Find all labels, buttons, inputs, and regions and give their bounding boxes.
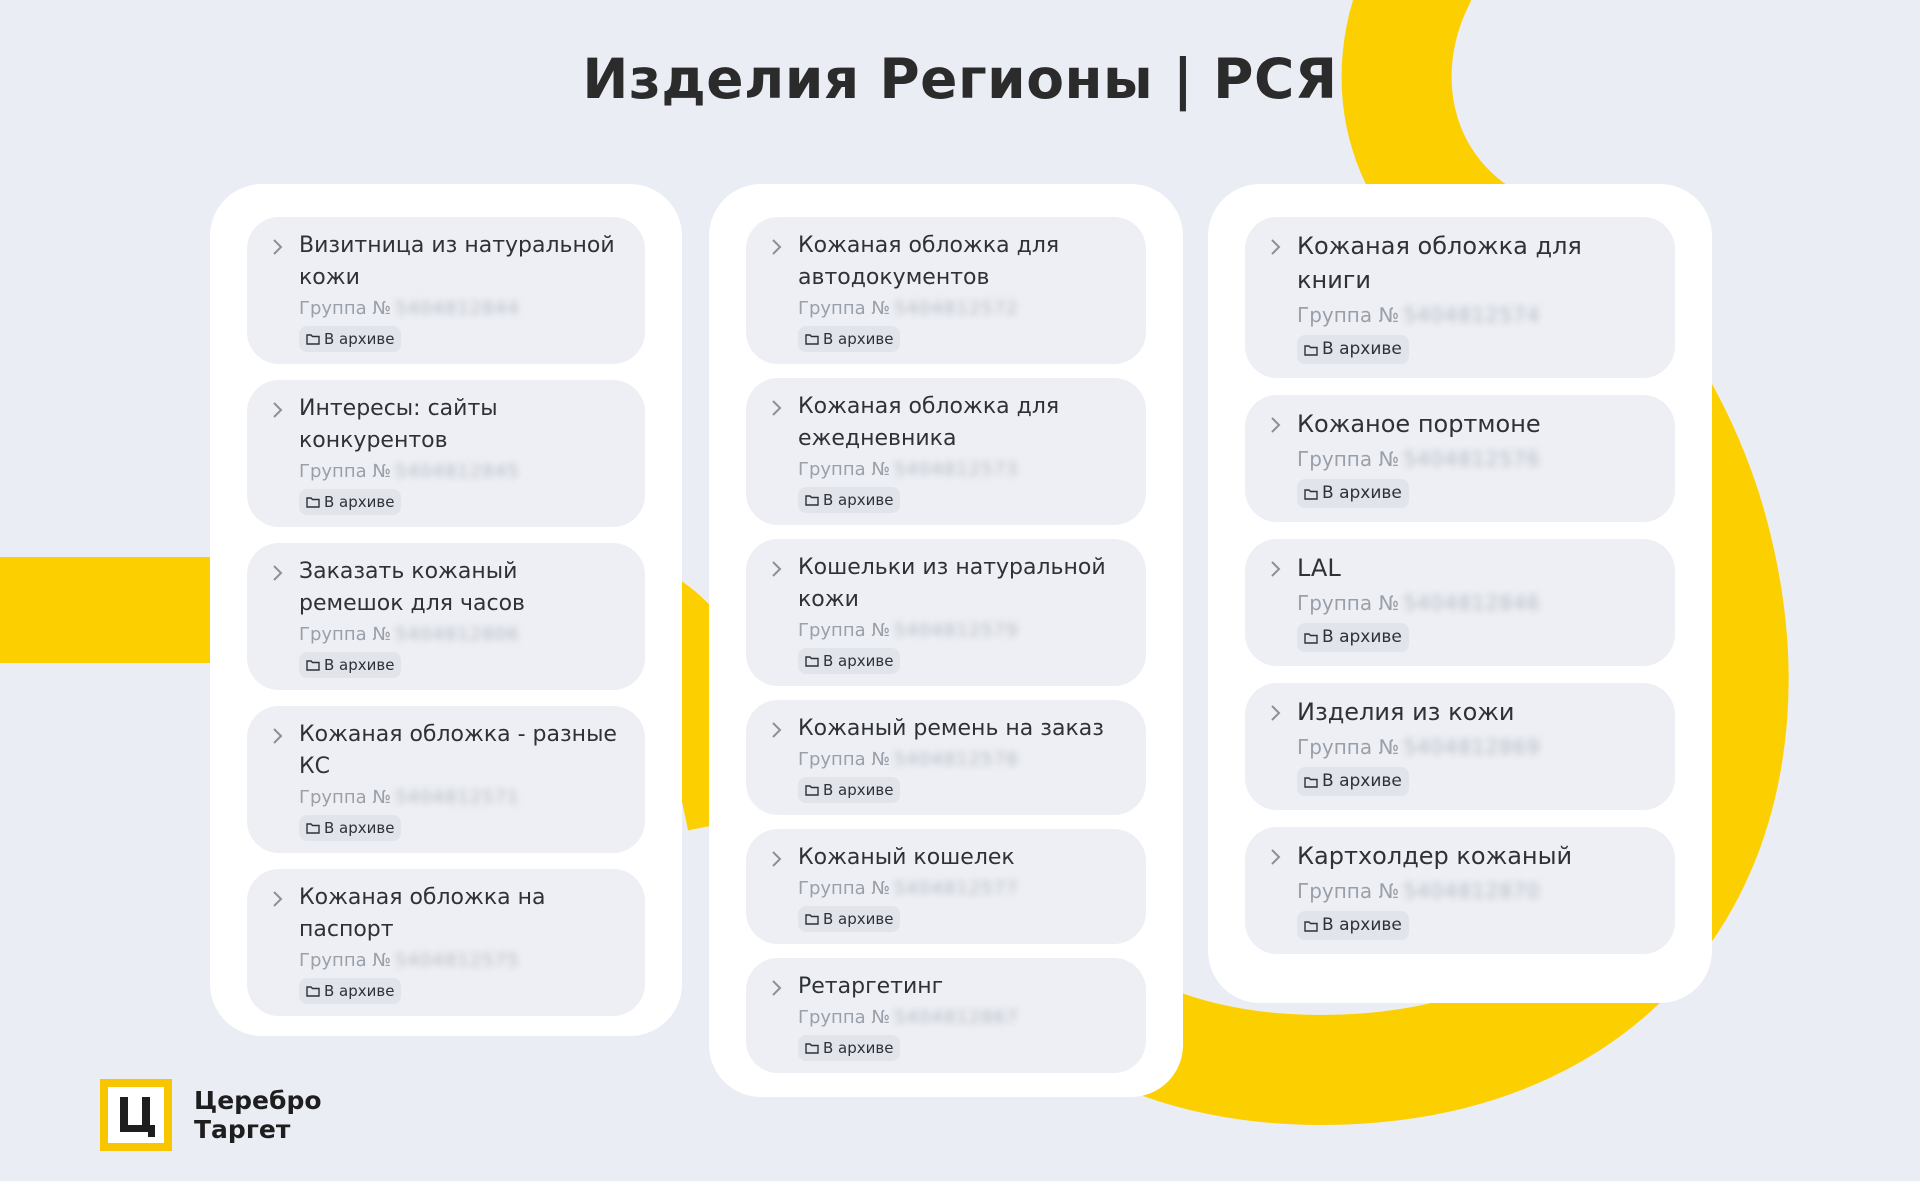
group-number: 5404812845 — [395, 461, 520, 482]
group-id-line — [299, 620, 621, 650]
archive-badge-label: В архиве — [324, 819, 395, 837]
ad-group-title[interactable]: Кожаная обложка на паспорт — [299, 885, 546, 942]
group-number: 5404812575 — [395, 950, 520, 971]
group-id-line — [798, 294, 1122, 324]
folder-icon — [805, 333, 819, 345]
archive-badge-label: В архиве — [324, 493, 395, 511]
folder-icon — [306, 822, 320, 834]
chevron-right-icon[interactable] — [768, 397, 786, 419]
ad-group-title[interactable]: Кожаная обложка для ежедневника — [798, 394, 1060, 451]
folder-icon — [805, 1042, 819, 1054]
group-id-line — [798, 745, 1122, 775]
folder-icon — [306, 985, 320, 997]
ad-group-card[interactable] — [746, 217, 1146, 364]
chevron-right-icon[interactable] — [768, 848, 786, 870]
group-number: 5404812572 — [894, 298, 1019, 319]
chevron-right-icon[interactable] — [1267, 236, 1285, 258]
folder-icon — [805, 494, 819, 506]
group-label: Группа № — [1297, 447, 1400, 471]
archive-badge — [798, 487, 900, 513]
group-label: Группа № — [299, 787, 392, 808]
group-number: 5404812870 — [1403, 879, 1541, 903]
group-label: Группа № — [1297, 303, 1400, 327]
group-id-line — [798, 616, 1122, 646]
archive-badge-label: В архиве — [1322, 915, 1402, 935]
group-id-line — [798, 455, 1122, 485]
group-label: Группа № — [798, 459, 891, 480]
archive-badge-label: В архиве — [1322, 339, 1402, 359]
group-id-line — [1297, 729, 1651, 765]
group-id-line — [1297, 585, 1651, 621]
folder-icon — [306, 659, 320, 671]
group-label: Группа № — [299, 950, 392, 971]
group-number: 5404812869 — [1403, 735, 1541, 759]
group-number: 5404812577 — [894, 878, 1019, 899]
folder-icon — [1304, 632, 1318, 644]
ad-group-title[interactable]: Заказать кожаный ремешок для часов — [299, 559, 526, 616]
ad-group-card[interactable] — [247, 543, 645, 690]
column-2 — [709, 184, 1183, 1097]
ad-group-card[interactable] — [247, 869, 645, 1016]
logo-wordmark — [194, 1086, 322, 1144]
group-label: Группа № — [798, 878, 891, 899]
folder-icon — [306, 496, 320, 508]
ad-group-card[interactable] — [1245, 217, 1675, 378]
ad-group-title[interactable]: Кожаная обложка для книги — [1297, 232, 1582, 294]
ad-group-title[interactable]: Изделия из кожи — [1297, 698, 1515, 726]
group-label: Группа № — [299, 298, 392, 319]
archive-badge-label: В архиве — [324, 656, 395, 674]
group-label: Группа № — [798, 1007, 891, 1028]
chevron-right-icon[interactable] — [1267, 414, 1285, 436]
folder-icon — [306, 333, 320, 345]
archive-badge — [1297, 767, 1409, 796]
ad-group-title[interactable]: Кожаное портмоне — [1297, 410, 1541, 438]
archive-badge — [1297, 911, 1409, 940]
ad-group-card[interactable] — [247, 380, 645, 527]
ad-group-title[interactable]: Картхолдер кожаный — [1297, 842, 1573, 870]
archive-badge-label: В архиве — [324, 330, 395, 348]
group-label: Группа № — [299, 624, 392, 645]
chevron-right-icon[interactable] — [1267, 558, 1285, 580]
archive-badge — [798, 1035, 900, 1061]
ad-group-card[interactable] — [746, 539, 1146, 686]
ad-group-title[interactable]: Кошельки из натуральной кожи — [798, 555, 1106, 612]
group-id-line — [1297, 441, 1651, 477]
group-number: 5404812571 — [395, 787, 520, 808]
group-id-line — [798, 1003, 1122, 1033]
chevron-right-icon[interactable] — [768, 719, 786, 741]
ad-group-card[interactable] — [247, 217, 645, 364]
archive-badge — [299, 978, 401, 1004]
archive-badge — [299, 815, 401, 841]
archive-badge-label: В архиве — [823, 781, 894, 799]
chevron-right-icon[interactable] — [269, 236, 287, 258]
folder-icon — [805, 655, 819, 667]
ad-group-card[interactable] — [746, 958, 1146, 1073]
archive-badge-label: В архиве — [823, 330, 894, 348]
group-id-line — [798, 874, 1122, 904]
chevron-right-icon[interactable] — [269, 399, 287, 421]
ad-group-title[interactable]: LAL — [1297, 554, 1341, 582]
group-id-line — [1297, 297, 1651, 333]
archive-badge — [299, 326, 401, 352]
group-id-line — [299, 783, 621, 813]
ad-group-card[interactable] — [1245, 827, 1675, 954]
archive-badge-label: В архиве — [823, 652, 894, 670]
archive-badge — [299, 652, 401, 678]
ad-group-card[interactable] — [746, 700, 1146, 815]
group-id-line — [299, 946, 621, 976]
group-number: 5404812573 — [894, 459, 1019, 480]
chevron-right-icon[interactable] — [1267, 846, 1285, 868]
ad-group-card[interactable] — [1245, 395, 1675, 522]
group-number: 5404812579 — [894, 620, 1019, 641]
group-number: 5404812867 — [894, 1007, 1019, 1028]
group-number: 5404812806 — [395, 624, 520, 645]
chevron-right-icon[interactable] — [768, 558, 786, 580]
logo-mark-icon — [100, 1079, 172, 1151]
column-1 — [210, 184, 682, 1036]
group-label: Группа № — [1297, 735, 1400, 759]
archive-badge — [299, 489, 401, 515]
archive-badge — [798, 648, 900, 674]
ad-group-title[interactable]: Кожаная обложка - разные КС — [299, 722, 617, 779]
archive-badge — [798, 777, 900, 803]
logo-line-2: Таргет — [194, 1115, 291, 1144]
ad-group-title[interactable]: Кожаный ремень на заказ — [798, 716, 1104, 741]
group-label: Группа № — [798, 749, 891, 770]
group-number: 5404812576 — [1403, 447, 1541, 471]
group-label: Группа № — [798, 298, 891, 319]
folder-icon — [1304, 344, 1318, 356]
group-label: Группа № — [798, 620, 891, 641]
chevron-right-icon[interactable] — [269, 888, 287, 910]
cerebro-target-logo — [100, 1079, 322, 1151]
group-id-line — [1297, 873, 1651, 909]
chevron-right-icon[interactable] — [269, 725, 287, 747]
archive-badge — [798, 326, 900, 352]
group-number: 5404812844 — [395, 298, 520, 319]
chevron-right-icon[interactable] — [768, 236, 786, 258]
group-id-line — [299, 457, 621, 487]
folder-icon — [805, 913, 819, 925]
archive-badge — [1297, 335, 1409, 364]
chevron-right-icon[interactable] — [1267, 702, 1285, 724]
archive-badge-label: В архиве — [1322, 627, 1402, 647]
ad-group-title[interactable]: Кожаная обложка для автодокументов — [798, 233, 1060, 290]
ad-group-card[interactable] — [1245, 539, 1675, 666]
group-id-line — [299, 294, 621, 324]
archive-badge — [798, 906, 900, 932]
group-label: Группа № — [1297, 879, 1400, 903]
archive-badge — [1297, 623, 1409, 652]
archive-badge-label: В архиве — [823, 491, 894, 509]
logo-line-1: Церебро — [194, 1086, 322, 1115]
ad-group-card[interactable] — [746, 378, 1146, 525]
group-label: Группа № — [1297, 591, 1400, 615]
ad-group-card[interactable] — [746, 829, 1146, 944]
ad-group-title[interactable]: Интересы: сайты конкурентов — [299, 396, 498, 453]
folder-icon — [805, 784, 819, 796]
column-3 — [1208, 184, 1712, 1003]
ad-group-card[interactable] — [247, 706, 645, 853]
folder-icon — [1304, 920, 1318, 932]
ad-group-card[interactable] — [1245, 683, 1675, 810]
archive-badge — [1297, 479, 1409, 508]
page-title: Изделия Регионы | РСЯ — [582, 47, 1338, 111]
archive-badge-label: В архиве — [1322, 483, 1402, 503]
folder-icon — [1304, 776, 1318, 788]
ad-group-title[interactable]: Визитница из натуральной кожи — [299, 233, 615, 290]
group-number: 5404812574 — [1403, 303, 1541, 327]
archive-badge-label: В архиве — [823, 910, 894, 928]
chevron-right-icon[interactable] — [269, 562, 287, 584]
group-label: Группа № — [299, 461, 392, 482]
folder-icon — [1304, 488, 1318, 500]
group-number: 5404812846 — [1403, 591, 1541, 615]
group-number: 5404812578 — [894, 749, 1019, 770]
chevron-right-icon[interactable] — [768, 977, 786, 999]
ad-group-title[interactable]: Кожаный кошелек — [798, 845, 1015, 870]
archive-badge-label: В архиве — [324, 982, 395, 1000]
ad-group-title[interactable]: Ретаргетинг — [798, 974, 944, 999]
archive-badge-label: В архиве — [1322, 771, 1402, 791]
archive-badge-label: В архиве — [823, 1039, 894, 1057]
